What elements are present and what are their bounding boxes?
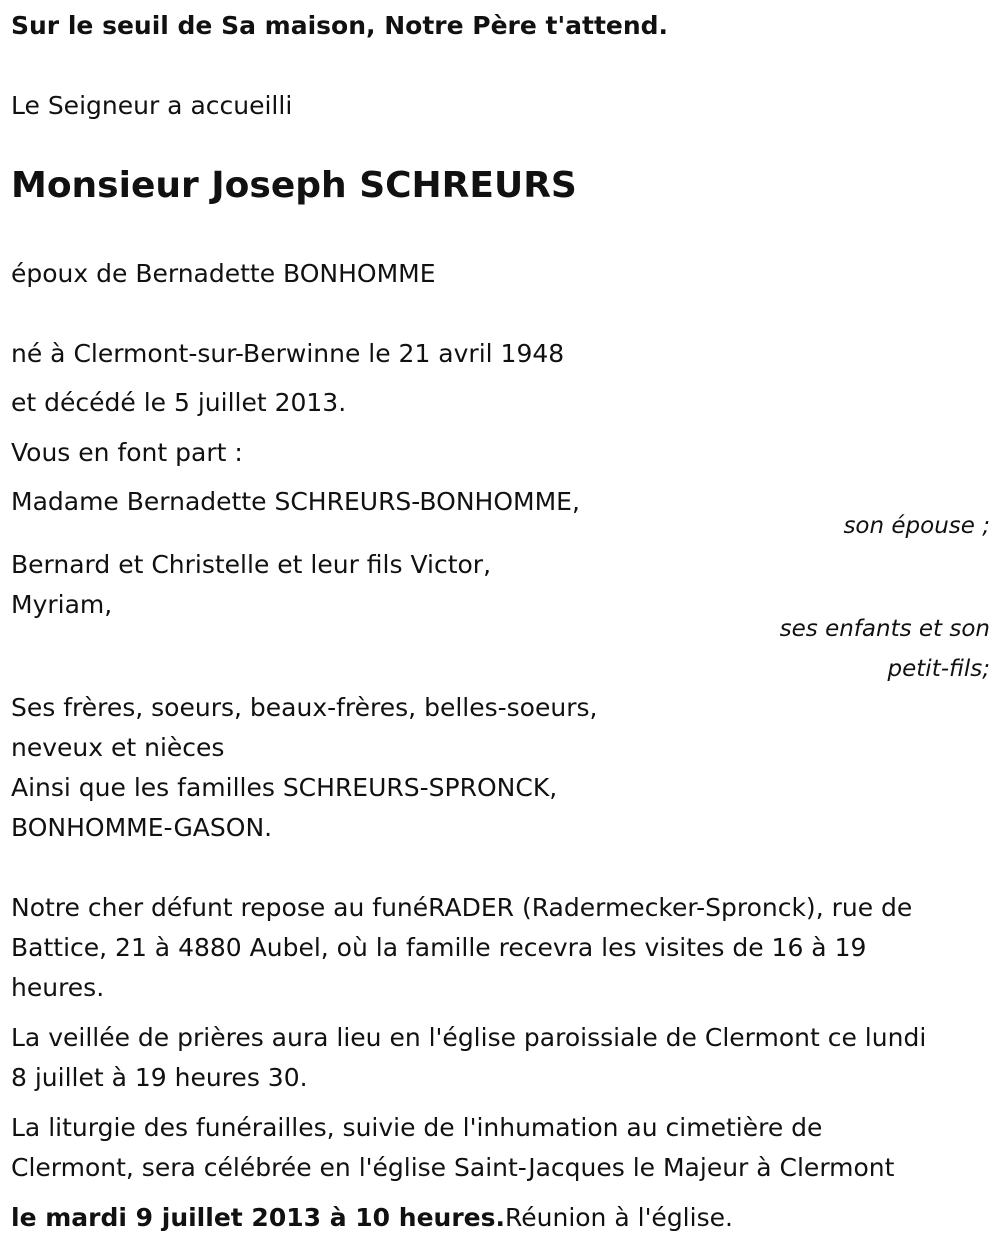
intro-text: Le Seigneur a accueilli bbox=[11, 91, 293, 120]
others-line-3: Ainsi que les familles SCHREURS-SPRONCK, bbox=[11, 773, 558, 802]
funeral-line-1: La liturgie des funérailles, suivie de l'inhumation au cimetière de bbox=[11, 1113, 823, 1142]
vigil-paragraph bbox=[11, 1018, 991, 1098]
deceased-name: Monsieur Joseph SCHREURS bbox=[11, 165, 577, 206]
vigil-line-2: 8 juillet à 19 heures 30. bbox=[11, 1063, 308, 1092]
verse: Sur le seuil de Sa maison, Notre Père t'attend. bbox=[11, 11, 669, 40]
funeral-date: le mardi 9 juillet 2013 à 10 heures. bbox=[11, 1203, 505, 1232]
others-line-1: Ses frères, soeurs, beaux-frères, belles-soeurs, bbox=[11, 693, 598, 722]
children-role-2: petit-fils; bbox=[887, 656, 990, 682]
spouse-line: époux de Bernadette BONHOMME bbox=[11, 259, 436, 288]
birth-line: né à Clermont-sur-Berwinne le 21 avril 1948 bbox=[11, 339, 565, 368]
announce-line: Vous en font part : bbox=[11, 438, 243, 467]
others-line-2: neveux et nièces bbox=[11, 733, 225, 762]
funeral-line-2: Clermont, sera célébrée en l'église Saint-Jacques le Majeur à Clermont bbox=[11, 1153, 895, 1182]
wife-role: son épouse ; bbox=[843, 513, 990, 539]
children-line-1: Bernard et Christelle et leur fils Victor, bbox=[11, 550, 492, 579]
meeting-text: Réunion à l'église. bbox=[505, 1203, 733, 1232]
others-line-4: BONHOMME-GASON. bbox=[11, 813, 273, 842]
wife-line: Madame Bernadette SCHREURS-BONHOMME, bbox=[11, 487, 580, 516]
children-line-2: Myriam, bbox=[11, 590, 113, 619]
repose-line-2: Battice, 21 à 4880 Aubel, où la famille recevra les visites de 16 à 19 bbox=[11, 933, 867, 962]
repose-paragraph bbox=[11, 888, 991, 1008]
vigil-line-1: La veillée de prières aura lieu en l'église paroissiale de Clermont ce lundi bbox=[11, 1023, 927, 1052]
repose-line-1: Notre cher défunt repose au funéRADER (Radermecker-Spronck), rue de bbox=[11, 893, 913, 922]
funeral-paragraph bbox=[11, 1108, 991, 1188]
death-line: et décédé le 5 juillet 2013. bbox=[11, 388, 347, 417]
children-role-1: ses enfants et son bbox=[779, 616, 990, 642]
funeral-date-line bbox=[11, 1198, 733, 1238]
repose-line-3: heures. bbox=[11, 973, 105, 1002]
